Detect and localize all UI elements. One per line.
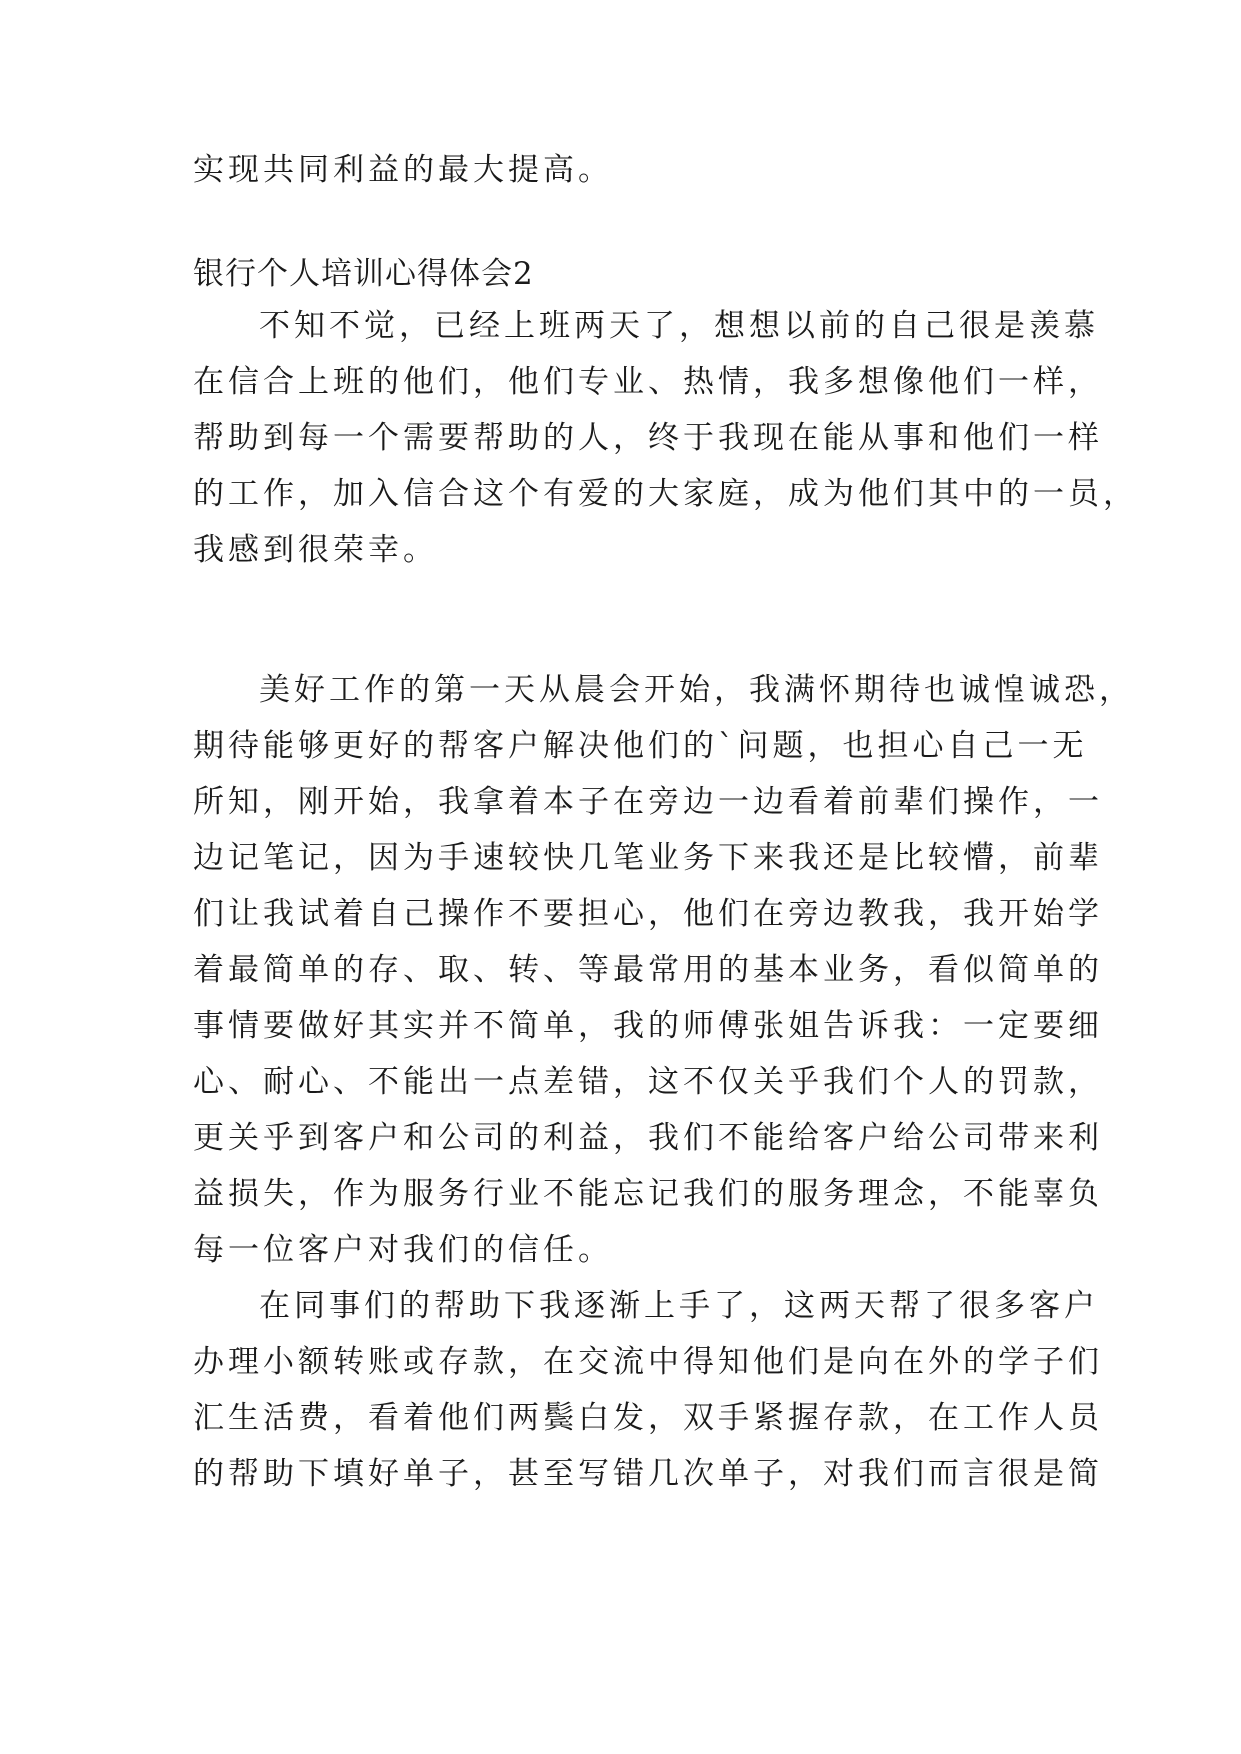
- text-line: 在同事们的帮助下我逐渐上手了，这两天帮了很多客户: [259, 1288, 1099, 1324]
- text-line: 心、耐心、不能出一点差错，这不仅关乎我们个人的罚款，: [193, 1064, 1103, 1100]
- text-line: 不知不觉，已经上班两天了，想想以前的自己很是羡慕: [259, 308, 1099, 344]
- text-line: 每一位客户对我们的信任。: [193, 1232, 613, 1268]
- text-line: 美好工作的第一天从晨会开始，我满怀期待也诚惶诚恐，: [259, 672, 1134, 708]
- text-line: 益损失，作为服务行业不能忘记我们的服务理念，不能辜负: [193, 1176, 1103, 1212]
- text-line: 的帮助下填好单子，甚至写错几次单子，对我们而言很是简: [193, 1456, 1103, 1492]
- text-line: 的工作，加入信合这个有爱的大家庭，成为他们其中的一员，: [193, 476, 1138, 512]
- section-heading: 银行个人培训心得体会2: [193, 256, 534, 292]
- text-line: 边记笔记，因为手速较快几笔业务下来我还是比较懵，前辈: [193, 840, 1103, 876]
- text-line: 们让我试着自己操作不要担心，他们在旁边教我，我开始学: [193, 896, 1103, 932]
- text-line: 期待能够更好的帮客户解决他们的`问题，也担心自己一无: [193, 728, 1088, 764]
- text-line: 汇生活费，看着他们两鬓白发，双手紧握存款，在工作人员: [193, 1400, 1103, 1436]
- text-line: 更关乎到客户和公司的利益，我们不能给客户给公司带来利: [193, 1120, 1103, 1156]
- text-line: 在信合上班的他们，他们专业、热情，我多想像他们一样，: [193, 364, 1103, 400]
- text-line: 办理小额转账或存款，在交流中得知他们是向在外的学子们: [193, 1344, 1103, 1380]
- text-line: 我感到很荣幸。: [193, 532, 438, 568]
- text-line: 实现共同利益的最大提高。: [193, 152, 613, 188]
- text-line: 帮助到每一个需要帮助的人，终于我现在能从事和他们一样: [193, 420, 1103, 456]
- text-line: 所知，刚开始，我拿着本子在旁边一边看着前辈们操作，一: [193, 784, 1103, 820]
- text-line: 着最简单的存、取、转、等最常用的基本业务，看似简单的: [193, 952, 1103, 988]
- text-line: 事情要做好其实并不简单，我的师傅张姐告诉我：一定要细: [193, 1008, 1103, 1044]
